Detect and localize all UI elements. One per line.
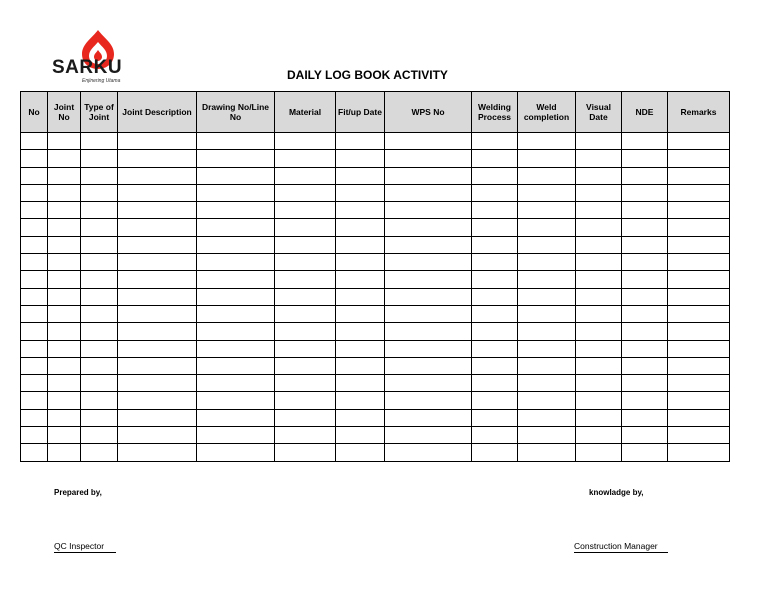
table-cell[interactable] bbox=[576, 409, 622, 426]
table-cell[interactable] bbox=[275, 340, 336, 357]
brand-name: SARKU bbox=[52, 57, 123, 78]
table-cell[interactable] bbox=[21, 340, 48, 357]
table-cell[interactable] bbox=[576, 184, 622, 201]
table-cell[interactable] bbox=[668, 254, 730, 271]
col-header: Drawing No/Line No bbox=[197, 92, 275, 133]
table-cell[interactable] bbox=[518, 167, 576, 184]
table-row bbox=[21, 219, 730, 236]
table-cell[interactable] bbox=[21, 219, 48, 236]
table-row bbox=[21, 323, 730, 340]
table-cell[interactable] bbox=[576, 254, 622, 271]
table-cell[interactable] bbox=[336, 305, 385, 322]
prepared-by-label: Prepared by, bbox=[54, 488, 102, 497]
table-cell[interactable] bbox=[518, 236, 576, 253]
table-cell[interactable] bbox=[622, 150, 668, 167]
table-cell[interactable] bbox=[385, 288, 472, 305]
table-cell[interactable] bbox=[81, 202, 118, 219]
table-cell[interactable] bbox=[472, 254, 518, 271]
table-cell[interactable] bbox=[336, 271, 385, 288]
table-cell[interactable] bbox=[622, 357, 668, 374]
col-header: Material bbox=[275, 92, 336, 133]
table-cell[interactable] bbox=[48, 184, 81, 201]
table-cell[interactable] bbox=[275, 444, 336, 461]
brand-tagline: Enjinering Utama bbox=[82, 78, 121, 84]
table-cell[interactable] bbox=[21, 271, 48, 288]
table-cell[interactable] bbox=[622, 219, 668, 236]
table-cell[interactable] bbox=[336, 357, 385, 374]
table-cell[interactable] bbox=[472, 288, 518, 305]
table-cell[interactable] bbox=[275, 427, 336, 444]
table-cell[interactable] bbox=[576, 167, 622, 184]
table-cell[interactable] bbox=[275, 133, 336, 150]
table-cell[interactable] bbox=[518, 357, 576, 374]
table-cell[interactable] bbox=[118, 323, 197, 340]
table-cell[interactable] bbox=[576, 340, 622, 357]
table-cell[interactable] bbox=[197, 254, 275, 271]
table-cell[interactable] bbox=[81, 167, 118, 184]
table-cell[interactable] bbox=[118, 444, 197, 461]
table-cell[interactable] bbox=[48, 236, 81, 253]
table-cell[interactable] bbox=[48, 305, 81, 322]
table-cell[interactable] bbox=[576, 392, 622, 409]
table-cell[interactable] bbox=[622, 184, 668, 201]
table-cell[interactable] bbox=[668, 392, 730, 409]
table-cell[interactable] bbox=[118, 184, 197, 201]
table-cell[interactable] bbox=[385, 427, 472, 444]
table-cell[interactable] bbox=[385, 392, 472, 409]
table-cell[interactable] bbox=[81, 409, 118, 426]
table-cell[interactable] bbox=[118, 167, 197, 184]
table-row bbox=[21, 375, 730, 392]
table-cell[interactable] bbox=[472, 133, 518, 150]
table-cell[interactable] bbox=[385, 357, 472, 374]
table-cell[interactable] bbox=[668, 444, 730, 461]
table-cell[interactable] bbox=[622, 202, 668, 219]
table-cell[interactable] bbox=[21, 236, 48, 253]
table-cell[interactable] bbox=[197, 392, 275, 409]
table-cell[interactable] bbox=[385, 133, 472, 150]
table-cell[interactable] bbox=[197, 375, 275, 392]
table-header-row bbox=[21, 92, 730, 133]
table-cell[interactable] bbox=[336, 167, 385, 184]
table-cell[interactable] bbox=[81, 254, 118, 271]
table-cell[interactable] bbox=[275, 254, 336, 271]
table-cell[interactable] bbox=[668, 167, 730, 184]
table-cell[interactable] bbox=[336, 375, 385, 392]
table-cell[interactable] bbox=[622, 392, 668, 409]
table-cell[interactable] bbox=[275, 167, 336, 184]
table-cell[interactable] bbox=[472, 409, 518, 426]
table-cell[interactable] bbox=[197, 271, 275, 288]
table-cell[interactable] bbox=[275, 202, 336, 219]
table-cell[interactable] bbox=[48, 271, 81, 288]
table-cell[interactable] bbox=[336, 392, 385, 409]
table-cell[interactable] bbox=[197, 236, 275, 253]
table-row bbox=[21, 236, 730, 253]
table-row bbox=[21, 150, 730, 167]
table-cell[interactable] bbox=[118, 254, 197, 271]
table-cell[interactable] bbox=[48, 254, 81, 271]
table-cell[interactable] bbox=[576, 427, 622, 444]
table-cell[interactable] bbox=[668, 150, 730, 167]
table-cell[interactable] bbox=[336, 219, 385, 236]
table-cell[interactable] bbox=[118, 150, 197, 167]
table-cell[interactable] bbox=[336, 133, 385, 150]
table-cell[interactable] bbox=[336, 202, 385, 219]
table-cell[interactable] bbox=[81, 236, 118, 253]
table-cell[interactable] bbox=[472, 392, 518, 409]
table-cell[interactable] bbox=[336, 323, 385, 340]
table-cell[interactable] bbox=[385, 271, 472, 288]
table-cell[interactable] bbox=[668, 305, 730, 322]
table-cell[interactable] bbox=[668, 340, 730, 357]
col-header: Type of Joint bbox=[81, 92, 118, 133]
table-cell[interactable] bbox=[668, 288, 730, 305]
col-header: Visual Date bbox=[576, 92, 622, 133]
table-cell[interactable] bbox=[48, 427, 81, 444]
table-cell[interactable] bbox=[197, 305, 275, 322]
table-cell[interactable] bbox=[81, 288, 118, 305]
table-cell[interactable] bbox=[48, 202, 81, 219]
table-cell[interactable] bbox=[21, 427, 48, 444]
table-cell[interactable] bbox=[385, 236, 472, 253]
table-cell[interactable] bbox=[81, 150, 118, 167]
table-cell[interactable] bbox=[668, 427, 730, 444]
table-cell[interactable] bbox=[48, 392, 81, 409]
table-cell[interactable] bbox=[21, 150, 48, 167]
table-cell[interactable] bbox=[81, 444, 118, 461]
table-cell[interactable] bbox=[518, 219, 576, 236]
table-cell[interactable] bbox=[81, 357, 118, 374]
col-header: Joint No bbox=[48, 92, 81, 133]
table-cell[interactable] bbox=[518, 444, 576, 461]
col-header: Weld completion bbox=[518, 92, 576, 133]
table-cell[interactable] bbox=[48, 340, 81, 357]
table-cell[interactable] bbox=[668, 236, 730, 253]
table-cell[interactable] bbox=[472, 444, 518, 461]
table-cell[interactable] bbox=[275, 392, 336, 409]
table-row bbox=[21, 357, 730, 374]
table-cell[interactable] bbox=[622, 409, 668, 426]
table-cell[interactable] bbox=[275, 323, 336, 340]
table-cell[interactable] bbox=[275, 184, 336, 201]
table-cell[interactable] bbox=[336, 409, 385, 426]
table-cell[interactable] bbox=[576, 305, 622, 322]
table-cell[interactable] bbox=[622, 444, 668, 461]
table-cell[interactable] bbox=[385, 150, 472, 167]
table-cell[interactable] bbox=[518, 133, 576, 150]
table-cell[interactable] bbox=[518, 323, 576, 340]
table-cell[interactable] bbox=[472, 323, 518, 340]
table-cell[interactable] bbox=[118, 305, 197, 322]
table-cell[interactable] bbox=[518, 202, 576, 219]
table-cell[interactable] bbox=[275, 409, 336, 426]
table-row bbox=[21, 133, 730, 150]
table-cell[interactable] bbox=[472, 167, 518, 184]
table-row bbox=[21, 254, 730, 271]
table-cell[interactable] bbox=[622, 133, 668, 150]
table-cell[interactable] bbox=[576, 219, 622, 236]
table-cell[interactable] bbox=[48, 375, 81, 392]
col-header: WPS No bbox=[385, 92, 472, 133]
table-cell[interactable] bbox=[197, 219, 275, 236]
table-cell[interactable] bbox=[21, 375, 48, 392]
table-cell[interactable] bbox=[622, 375, 668, 392]
table-cell[interactable] bbox=[81, 184, 118, 201]
table-cell[interactable] bbox=[576, 375, 622, 392]
table-cell[interactable] bbox=[622, 288, 668, 305]
table-row bbox=[21, 392, 730, 409]
table-cell[interactable] bbox=[518, 392, 576, 409]
table-cell[interactable] bbox=[576, 444, 622, 461]
table-cell[interactable] bbox=[668, 133, 730, 150]
table-cell[interactable] bbox=[385, 323, 472, 340]
table-cell[interactable] bbox=[48, 219, 81, 236]
table-cell[interactable] bbox=[622, 340, 668, 357]
table-cell[interactable] bbox=[385, 305, 472, 322]
table-cell[interactable] bbox=[118, 288, 197, 305]
table-cell[interactable] bbox=[622, 254, 668, 271]
table-cell[interactable] bbox=[197, 167, 275, 184]
table-cell[interactable] bbox=[518, 150, 576, 167]
table-cell[interactable] bbox=[336, 254, 385, 271]
table-cell[interactable] bbox=[21, 444, 48, 461]
table-cell[interactable] bbox=[21, 409, 48, 426]
table-cell[interactable] bbox=[48, 150, 81, 167]
table-cell[interactable] bbox=[118, 427, 197, 444]
col-header: No bbox=[21, 92, 48, 133]
table-cell[interactable] bbox=[518, 375, 576, 392]
table-cell[interactable] bbox=[48, 167, 81, 184]
table-cell[interactable] bbox=[48, 409, 81, 426]
table-cell[interactable] bbox=[472, 150, 518, 167]
table-cell[interactable] bbox=[472, 427, 518, 444]
table-cell[interactable] bbox=[518, 271, 576, 288]
table-cell[interactable] bbox=[21, 254, 48, 271]
table-cell[interactable] bbox=[576, 236, 622, 253]
table-cell[interactable] bbox=[668, 375, 730, 392]
table-cell[interactable] bbox=[336, 427, 385, 444]
table-cell[interactable] bbox=[118, 375, 197, 392]
table-cell[interactable] bbox=[275, 357, 336, 374]
table-cell[interactable] bbox=[81, 375, 118, 392]
table-cell[interactable] bbox=[21, 202, 48, 219]
qc-inspector-signature: QC Inspector bbox=[54, 541, 116, 553]
table-cell[interactable] bbox=[197, 409, 275, 426]
table-cell[interactable] bbox=[336, 444, 385, 461]
table-cell[interactable] bbox=[576, 150, 622, 167]
table-cell[interactable] bbox=[21, 305, 48, 322]
table-cell[interactable] bbox=[118, 202, 197, 219]
table-row bbox=[21, 271, 730, 288]
table-cell[interactable] bbox=[622, 305, 668, 322]
table-cell[interactable] bbox=[21, 323, 48, 340]
table-cell[interactable] bbox=[472, 202, 518, 219]
table-cell[interactable] bbox=[197, 323, 275, 340]
table-cell[interactable] bbox=[48, 357, 81, 374]
table-row bbox=[21, 288, 730, 305]
table-row bbox=[21, 184, 730, 201]
table-cell[interactable] bbox=[668, 357, 730, 374]
table-cell[interactable] bbox=[518, 409, 576, 426]
table-cell[interactable] bbox=[197, 340, 275, 357]
table-cell[interactable] bbox=[118, 236, 197, 253]
table-cell[interactable] bbox=[668, 202, 730, 219]
table-cell[interactable] bbox=[21, 184, 48, 201]
page-title: DAILY LOG BOOK ACTIVITY bbox=[287, 68, 448, 82]
table-cell[interactable] bbox=[118, 357, 197, 374]
col-header: Joint Description bbox=[118, 92, 197, 133]
table-cell[interactable] bbox=[197, 150, 275, 167]
table-cell[interactable] bbox=[275, 271, 336, 288]
table-cell[interactable] bbox=[668, 184, 730, 201]
table-cell[interactable] bbox=[118, 340, 197, 357]
col-header: Remarks bbox=[668, 92, 730, 133]
table-cell[interactable] bbox=[622, 323, 668, 340]
table-cell[interactable] bbox=[48, 444, 81, 461]
table-cell[interactable] bbox=[385, 219, 472, 236]
table-cell[interactable] bbox=[118, 133, 197, 150]
table-cell[interactable] bbox=[48, 288, 81, 305]
table-cell[interactable] bbox=[472, 184, 518, 201]
table-cell[interactable] bbox=[472, 219, 518, 236]
table-cell[interactable] bbox=[518, 254, 576, 271]
table-cell[interactable] bbox=[576, 288, 622, 305]
table-cell[interactable] bbox=[21, 357, 48, 374]
table-cell[interactable] bbox=[385, 409, 472, 426]
table-cell[interactable] bbox=[336, 150, 385, 167]
table-cell[interactable] bbox=[81, 133, 118, 150]
table-cell[interactable] bbox=[336, 236, 385, 253]
table-cell[interactable] bbox=[81, 305, 118, 322]
table-cell[interactable] bbox=[275, 375, 336, 392]
table-cell[interactable] bbox=[622, 236, 668, 253]
table-cell[interactable] bbox=[118, 409, 197, 426]
table-cell[interactable] bbox=[576, 323, 622, 340]
table-cell[interactable] bbox=[336, 340, 385, 357]
table-row bbox=[21, 444, 730, 461]
table-cell[interactable] bbox=[197, 184, 275, 201]
table-cell[interactable] bbox=[21, 167, 48, 184]
acknowledged-by-label: knowladge by, bbox=[589, 488, 644, 497]
construction-manager-signature: Construction Manager bbox=[574, 541, 668, 553]
table-row bbox=[21, 305, 730, 322]
table-cell[interactable] bbox=[197, 288, 275, 305]
table-cell[interactable] bbox=[275, 305, 336, 322]
table-cell[interactable] bbox=[385, 167, 472, 184]
table-cell[interactable] bbox=[385, 202, 472, 219]
table-cell[interactable] bbox=[518, 340, 576, 357]
log-table bbox=[20, 91, 730, 462]
table-cell[interactable] bbox=[385, 254, 472, 271]
table-row bbox=[21, 427, 730, 444]
table-cell[interactable] bbox=[197, 444, 275, 461]
table-cell[interactable] bbox=[21, 392, 48, 409]
table-cell[interactable] bbox=[576, 133, 622, 150]
table-cell[interactable] bbox=[81, 323, 118, 340]
table-cell[interactable] bbox=[81, 392, 118, 409]
table-cell[interactable] bbox=[21, 288, 48, 305]
table-cell[interactable] bbox=[622, 271, 668, 288]
table-cell[interactable] bbox=[385, 444, 472, 461]
col-header: Welding Process bbox=[472, 92, 518, 133]
table-cell[interactable] bbox=[385, 340, 472, 357]
table-cell[interactable] bbox=[518, 184, 576, 201]
table-cell[interactable] bbox=[668, 323, 730, 340]
table-cell[interactable] bbox=[81, 427, 118, 444]
table-cell[interactable] bbox=[472, 357, 518, 374]
table-cell[interactable] bbox=[81, 271, 118, 288]
table-cell[interactable] bbox=[385, 375, 472, 392]
table-body bbox=[21, 133, 730, 462]
table-cell[interactable] bbox=[197, 133, 275, 150]
table-cell[interactable] bbox=[118, 271, 197, 288]
table-cell[interactable] bbox=[472, 271, 518, 288]
table-cell[interactable] bbox=[518, 427, 576, 444]
table-cell[interactable] bbox=[48, 323, 81, 340]
table-row bbox=[21, 167, 730, 184]
table-cell[interactable] bbox=[336, 288, 385, 305]
table-cell[interactable] bbox=[518, 288, 576, 305]
col-header: NDE bbox=[622, 92, 668, 133]
table-cell[interactable] bbox=[197, 427, 275, 444]
table-cell[interactable] bbox=[576, 202, 622, 219]
table-cell[interactable] bbox=[48, 133, 81, 150]
table-cell[interactable] bbox=[472, 236, 518, 253]
table-cell[interactable] bbox=[197, 357, 275, 374]
table-cell[interactable] bbox=[576, 271, 622, 288]
table-cell[interactable] bbox=[668, 219, 730, 236]
table-row bbox=[21, 409, 730, 426]
col-header: Fit/up Date bbox=[336, 92, 385, 133]
table-cell[interactable] bbox=[472, 340, 518, 357]
table-cell[interactable] bbox=[275, 236, 336, 253]
table-row bbox=[21, 340, 730, 357]
table-cell[interactable] bbox=[622, 167, 668, 184]
table-cell[interactable] bbox=[472, 305, 518, 322]
table-cell[interactable] bbox=[385, 184, 472, 201]
table-cell[interactable] bbox=[118, 392, 197, 409]
table-cell[interactable] bbox=[21, 133, 48, 150]
table-cell[interactable] bbox=[275, 219, 336, 236]
table-cell[interactable] bbox=[81, 219, 118, 236]
table-cell[interactable] bbox=[518, 305, 576, 322]
table-cell[interactable] bbox=[275, 288, 336, 305]
table-cell[interactable] bbox=[472, 375, 518, 392]
table-cell[interactable] bbox=[197, 202, 275, 219]
table-cell[interactable] bbox=[336, 184, 385, 201]
table-row bbox=[21, 202, 730, 219]
table-cell[interactable] bbox=[622, 427, 668, 444]
table-cell[interactable] bbox=[576, 357, 622, 374]
table-cell[interactable] bbox=[275, 150, 336, 167]
table-cell[interactable] bbox=[668, 409, 730, 426]
table-cell[interactable] bbox=[81, 340, 118, 357]
table-cell[interactable] bbox=[118, 219, 197, 236]
table-cell[interactable] bbox=[668, 271, 730, 288]
